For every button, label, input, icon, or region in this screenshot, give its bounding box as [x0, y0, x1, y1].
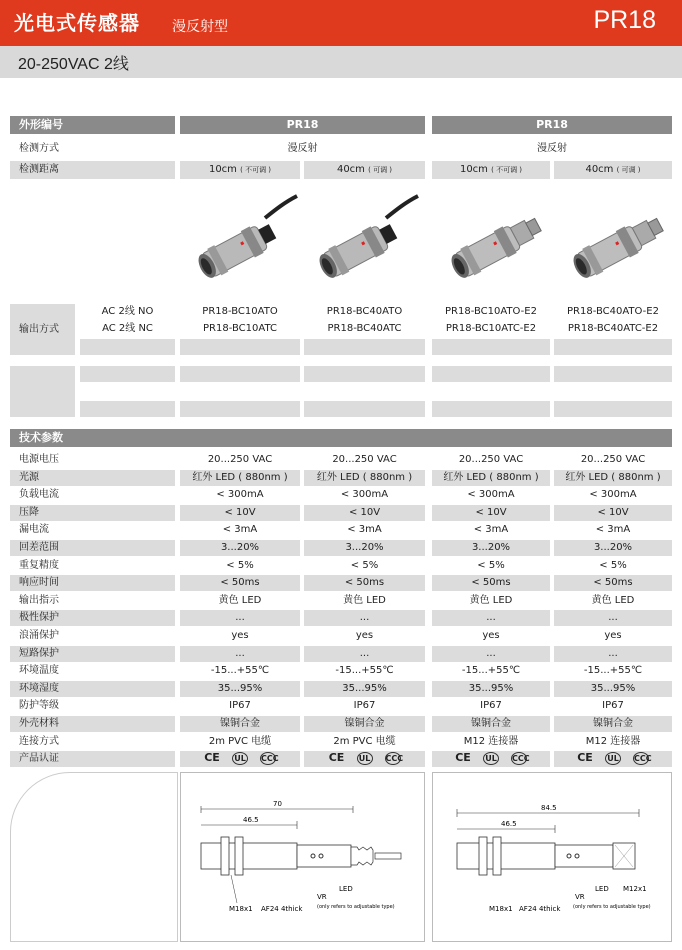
- tech-row-value: 20...250 VAC: [580, 454, 646, 465]
- header-bar: [0, 0, 682, 46]
- tech-row-value: 3...20%: [304, 540, 425, 556]
- cert-icons: [554, 751, 672, 767]
- tech-row-value: < 5%: [599, 559, 627, 571]
- tech-row-value: 黄色 LED: [218, 594, 262, 606]
- model-code: PR18-BC40ATC-E2: [567, 323, 659, 334]
- empty-row: [304, 401, 425, 417]
- tech-row-value: M12 连接器: [585, 735, 641, 747]
- decorative-panel: [10, 772, 178, 942]
- tech-row-value: ...: [432, 646, 550, 662]
- tech-row-value: 3...20%: [554, 540, 672, 556]
- group-header-1: PR18: [180, 116, 425, 134]
- tech-row-value: 2m PVC 电缆: [333, 735, 396, 747]
- tech-row-value: < 5%: [226, 559, 254, 571]
- empty-row: [80, 366, 175, 382]
- model-code: PR18-BC10ATO: [202, 306, 278, 317]
- tech-row-value: IP67: [229, 700, 251, 712]
- tech-row-value: 20...250 VAC: [207, 454, 273, 465]
- tech-row-value: 黄色 LED: [469, 594, 513, 606]
- tech-row-value: < 5%: [477, 559, 505, 571]
- empty-row: [304, 339, 425, 355]
- af-label: AF24 4thick: [261, 905, 303, 913]
- model-code: PR18-BC10ATO-E2: [445, 306, 537, 317]
- tech-row-value: 20...250 VAC: [458, 454, 524, 465]
- sensor-connector-image: [438, 190, 553, 290]
- tech-row-value: 红外 LED ( 880nm ): [432, 470, 550, 486]
- sensor-cable-image: [185, 190, 300, 290]
- dim-total: 84.5: [541, 804, 557, 812]
- ul-cert-icon: UL: [357, 752, 373, 765]
- tech-row-value: ...: [304, 646, 425, 662]
- model-code: PR18-BC10ATC: [203, 323, 277, 334]
- output-type-no: AC 2线 NO: [101, 306, 154, 317]
- tech-row-value: 镍铜合金: [180, 716, 300, 732]
- dimension-drawing-cable: [180, 772, 425, 942]
- detection-distance-value: [304, 161, 425, 179]
- tech-row-value: < 3mA: [222, 524, 258, 536]
- tech-row-label: 环境温度: [19, 665, 59, 677]
- page-subtitle: 漫反射型: [172, 19, 228, 35]
- tech-row-value: < 10V: [180, 505, 300, 521]
- af-label: AF24 4thick: [519, 905, 561, 913]
- empty-row: [304, 366, 425, 382]
- ccc-cert-icon: CCC: [261, 754, 279, 764]
- distance-note: ( 可调 ): [616, 166, 641, 174]
- tech-row-value: < 10V: [554, 505, 672, 521]
- tech-row-value: ...: [554, 610, 672, 626]
- tech-row-value: < 300mA: [340, 489, 389, 501]
- tech-row-value: < 5%: [350, 559, 379, 571]
- dim-body: 46.5: [243, 816, 259, 824]
- ce-cert-icon: CE: [455, 751, 471, 765]
- tech-row-value: < 3mA: [347, 524, 382, 536]
- ce-cert-icon: CE: [577, 751, 593, 765]
- empty-block: [10, 366, 75, 417]
- tech-row-label: 短路保护: [10, 646, 175, 662]
- empty-row: [80, 339, 175, 355]
- distance-note: ( 不可调 ): [240, 166, 272, 174]
- dimension-drawing-connector: [432, 772, 672, 942]
- tech-row-value: IP67: [480, 700, 502, 712]
- tech-row-value: 35...95%: [180, 681, 300, 697]
- tech-row-value: < 300mA: [589, 489, 637, 501]
- tech-row-value: -15...+55℃: [335, 665, 394, 677]
- empty-row: [554, 401, 672, 417]
- tech-row-label: 光源: [10, 470, 175, 486]
- tech-row-value: < 300mA: [467, 489, 515, 501]
- detection-distance-label: 检测距离: [10, 161, 175, 179]
- model-code: PR18-BC40ATC: [327, 323, 402, 334]
- tech-row-value: -15...+55℃: [461, 665, 521, 677]
- thread-label: M18x1: [229, 905, 253, 913]
- empty-row: [432, 366, 550, 382]
- dim-body: 46.5: [501, 820, 517, 828]
- tech-row-value: yes: [355, 630, 374, 641]
- empty-row: [180, 366, 300, 382]
- tech-row-label: 回差范围: [10, 540, 175, 556]
- distance-main: 40cm: [585, 164, 614, 175]
- tech-row-value: IP67: [353, 700, 376, 712]
- note-label: (only refers to adjustable type): [317, 904, 395, 910]
- tech-row-value: M12 连接器: [463, 735, 519, 747]
- tech-row-value: < 50ms: [432, 575, 550, 591]
- output-label: 输出方式: [10, 304, 75, 355]
- connector-label: M12x1: [623, 885, 647, 893]
- empty-row: [554, 339, 672, 355]
- tech-row-label: 重复精度: [19, 559, 59, 571]
- page-title: 光电式传感器: [14, 11, 140, 35]
- cert-icons: [304, 751, 425, 767]
- vr-label: VR: [575, 893, 585, 901]
- ul-cert-icon: UL: [483, 752, 499, 765]
- empty-row: [180, 401, 300, 417]
- empty-row: [180, 339, 300, 355]
- tech-row-label: 负载电流: [19, 489, 59, 501]
- distance-note: ( 可调 ): [368, 166, 393, 174]
- tech-row-value: 红外 LED ( 880nm ): [180, 470, 300, 486]
- tech-row-label: 连接方式: [19, 735, 59, 747]
- ccc-cert-icon: CCC: [512, 754, 530, 764]
- tech-header: 技术参数: [10, 429, 672, 447]
- tech-row-value: < 10V: [432, 505, 550, 521]
- tech-row-value: 镍铜合金: [554, 716, 672, 732]
- led-label: LED: [339, 885, 353, 893]
- ul-cert-icon: UL: [232, 752, 248, 765]
- tech-row-value: ...: [304, 610, 425, 626]
- empty-row: [80, 401, 175, 417]
- tech-row-value: < 3mA: [595, 524, 631, 536]
- model-code: PR18-BC40ATO: [326, 306, 403, 317]
- distance-main: 10cm: [459, 164, 488, 175]
- model-code: PR18-BC40ATO-E2: [567, 306, 659, 317]
- tech-row-value: 黄色 LED: [591, 594, 635, 606]
- shape-label: 外形编号: [10, 116, 175, 134]
- tech-row-value: 20...250 VAC: [332, 454, 397, 465]
- tech-row-label: 压降: [10, 505, 175, 521]
- tech-row-label: 响应时间: [10, 575, 175, 591]
- detection-method-label: 检测方式: [19, 143, 59, 154]
- ce-cert-icon: CE: [204, 751, 220, 765]
- tech-row-value: < 300mA: [216, 489, 264, 501]
- tech-row-value: 2m PVC 电缆: [208, 735, 272, 747]
- tech-row-value: 3...20%: [432, 540, 550, 556]
- dim-total: 70: [273, 800, 282, 808]
- tech-row-value: 黄色 LED: [343, 594, 386, 606]
- distance-note: ( 不可调 ): [491, 166, 523, 174]
- detection-distance-value: [554, 161, 672, 179]
- sensor-cable-image: [306, 190, 421, 290]
- ccc-cert-icon: CCC: [634, 754, 652, 764]
- tech-row-value: 3...20%: [180, 540, 300, 556]
- tech-row-value: 35...95%: [304, 681, 425, 697]
- note-label: (only refers to adjustable type): [573, 904, 651, 910]
- voltage-title: 20-250VAC 2线: [18, 56, 129, 73]
- tech-row-value: < 50ms: [554, 575, 672, 591]
- detection-method-value: 漫反射: [537, 143, 567, 154]
- distance-main: 10cm: [208, 164, 237, 175]
- tech-row-value: ...: [554, 646, 672, 662]
- output-type-nc: AC 2线 NC: [102, 323, 153, 334]
- tech-row-value: < 50ms: [180, 575, 300, 591]
- led-label: LED: [595, 885, 609, 893]
- tech-row-value: < 3mA: [473, 524, 509, 536]
- tech-row-value: ...: [180, 646, 300, 662]
- detection-distance-value: [432, 161, 550, 179]
- tech-row-value: -15...+55℃: [210, 665, 270, 677]
- cert-icons: [180, 751, 300, 767]
- ce-cert-icon: CE: [328, 751, 345, 765]
- tech-row-label: 极性保护: [10, 610, 175, 626]
- empty-row: [432, 401, 550, 417]
- detection-method-value: 漫反射: [287, 143, 318, 154]
- tech-row-value: ...: [180, 610, 300, 626]
- model-code: PR18-BC10ATC-E2: [445, 323, 537, 334]
- tech-row-value: < 50ms: [304, 575, 425, 591]
- tech-row-value: -15...+55℃: [583, 665, 643, 677]
- tech-row-value: 镍铜合金: [432, 716, 550, 732]
- ul-cert-icon: UL: [605, 752, 621, 765]
- tech-row-value: < 10V: [304, 505, 425, 521]
- tech-row-value: ...: [432, 610, 550, 626]
- tech-row-value: 红外 LED ( 880nm ): [554, 470, 672, 486]
- tech-row-label: 外壳材料: [10, 716, 175, 732]
- tech-row-label: 产品认证: [10, 751, 175, 767]
- model-name: PR18: [593, 6, 656, 34]
- tech-row-value: yes: [604, 630, 622, 641]
- tech-row-value: yes: [231, 630, 249, 641]
- tech-row-value: IP67: [602, 700, 624, 712]
- drawing-connector-svg: [433, 773, 671, 941]
- tech-row-value: 镍铜合金: [304, 716, 425, 732]
- group-header-2: PR18: [432, 116, 672, 134]
- tech-row-value: yes: [482, 630, 500, 641]
- sensor-connector-image: [560, 190, 675, 290]
- voltage-bar: [0, 46, 682, 78]
- ccc-cert-icon: CCC: [385, 754, 404, 764]
- tech-row-label: 电源电压: [19, 454, 59, 465]
- detection-distance-value: [180, 161, 300, 179]
- tech-row-label: 漏电流: [19, 524, 49, 536]
- tech-row-value: 35...95%: [554, 681, 672, 697]
- drawing-cable-svg: [181, 773, 424, 941]
- tech-row-label: 防护等级: [19, 700, 59, 712]
- tech-row-label: 环境湿度: [10, 681, 175, 697]
- tech-row-value: 红外 LED ( 880nm ): [304, 470, 425, 486]
- tech-row-value: 35...95%: [432, 681, 550, 697]
- empty-row: [432, 339, 550, 355]
- distance-main: 40cm: [336, 164, 365, 175]
- vr-label: VR: [317, 893, 327, 901]
- thread-label: M18x1: [489, 905, 513, 913]
- cert-icons: [432, 751, 550, 767]
- empty-row: [554, 366, 672, 382]
- tech-row-label: 输出指示: [19, 594, 59, 606]
- tech-row-label: 浪涌保护: [19, 630, 59, 641]
